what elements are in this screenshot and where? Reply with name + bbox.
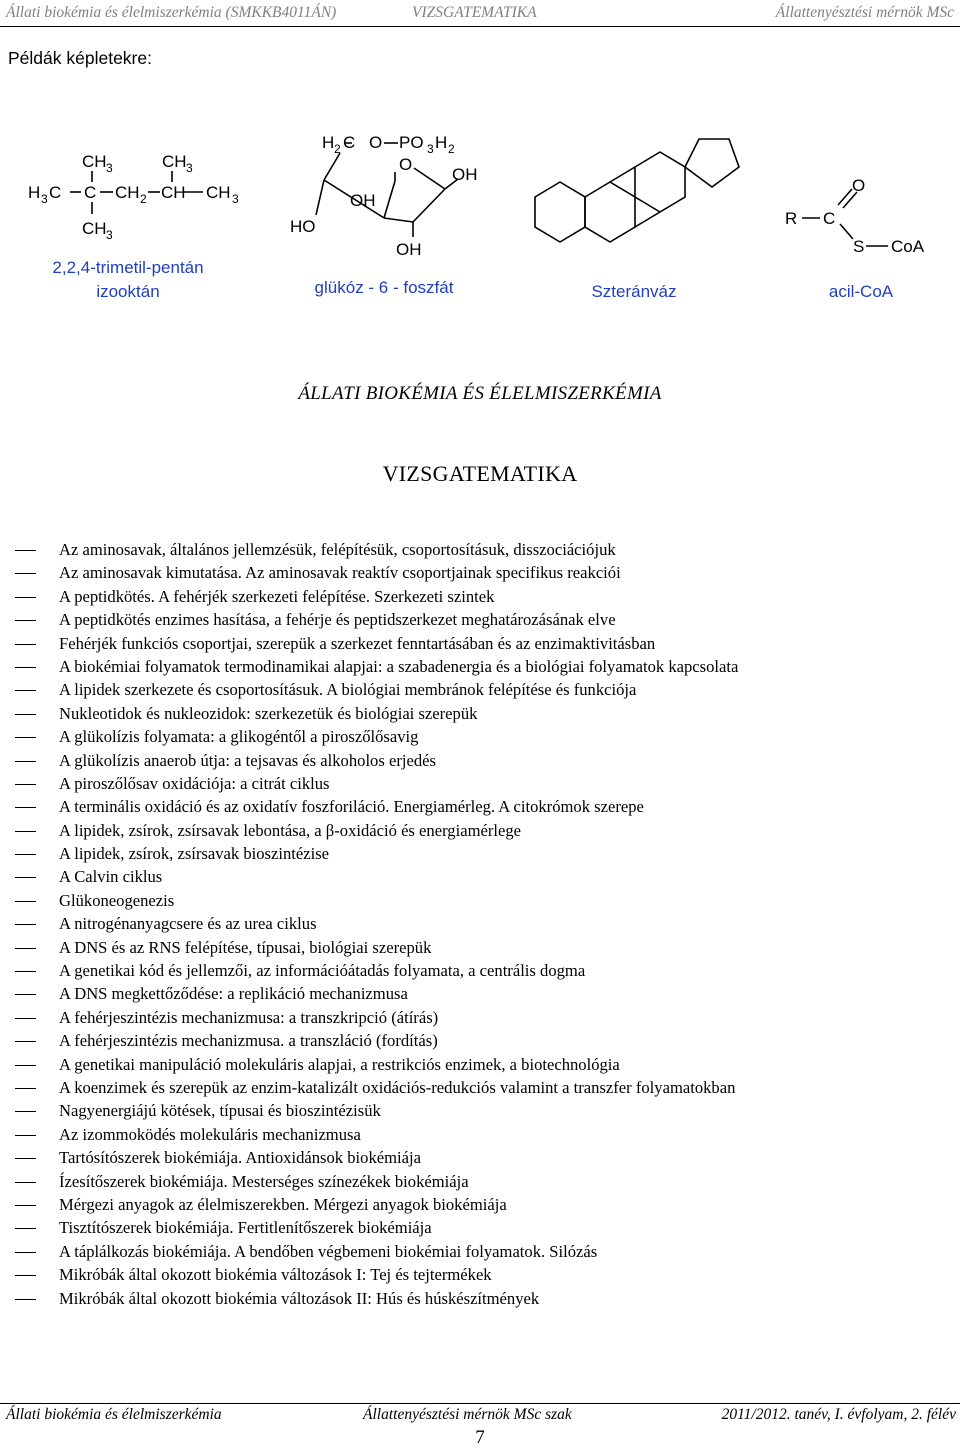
list-item <box>0 538 960 561</box>
dash-bullet <box>15 1252 36 1253</box>
topic-text: A peptidkötés. A fehérjék szerkezeti felépítése. Szerkezeti szintek <box>59 586 495 606</box>
list-item <box>0 936 960 959</box>
footer-right: 2011/2012. tanév, I. évfolyam, 2. félév <box>721 1406 956 1423</box>
page-header <box>0 2 960 24</box>
dash-bullet <box>15 573 36 574</box>
isooctane-atom-h: H <box>28 183 41 202</box>
topic-text: A fehérjeszintézis mechanizmusa. a transzláció (fordítás) <box>59 1031 438 1051</box>
topic-text: A terminális oxidáció és az oxidatív foszforiláció. Energiamérleg. A citokrómok szerepe <box>59 797 644 817</box>
dash-bullet <box>15 714 36 715</box>
dash-bullet <box>15 737 36 738</box>
topic-text: A táplálkozás biokémiája. A bendőben végbemeni biokémiai folyamatok. Silózás <box>59 1241 598 1261</box>
topic-text: Mikróbák által okozott biokémia változások II: Hús és húskészítmények <box>59 1288 540 1308</box>
list-item <box>0 912 960 935</box>
header-title: VIZSGATEMATIKA <box>412 4 537 21</box>
topic-text: A lipidek, zsírok, zsírsavak lebontása, a β-oxidáció és energiamérlege <box>59 820 521 840</box>
topic-text: A DNS megkettőződése: a replikáció mechanizmusa <box>59 984 408 1004</box>
topic-text: A Calvin ciklus <box>59 867 163 887</box>
g6p-atom-oh: OH <box>452 165 478 184</box>
dash-bullet <box>15 1275 36 1276</box>
dash-bullet <box>15 877 36 878</box>
dash-bullet <box>15 1065 36 1066</box>
list-item <box>0 959 960 982</box>
topic-text: A lipidek szerkezete és csoportosításuk. A biológiai membránok felépítése és funkciója <box>59 680 637 700</box>
g6p-atom-oh: OH <box>396 240 422 259</box>
g6p-subscript: 2 <box>334 142 341 156</box>
dash-bullet <box>15 644 36 645</box>
list-item <box>0 585 960 608</box>
exam-topics-list <box>0 538 960 1310</box>
isooctane-subscript: 3 <box>106 161 113 175</box>
footer-left: Állati biokémia és élelmiszerkémia <box>6 1406 222 1423</box>
list-item <box>0 1216 960 1239</box>
topic-text: Tartósítószerek biokémiája. Antioxidánsok biokémiája <box>59 1148 421 1168</box>
g6p-atom-po: PO <box>399 133 424 152</box>
examples-title: Példák képletekre: <box>8 48 152 68</box>
dash-bullet <box>15 1135 36 1136</box>
dash-bullet <box>15 1111 36 1112</box>
footer-rule <box>0 1403 960 1404</box>
g6p-ring-oxygen: O <box>399 155 413 174</box>
list-item <box>0 1287 960 1310</box>
g6p-atom-h2: H <box>435 133 448 152</box>
dash-bullet <box>15 761 36 762</box>
dash-bullet <box>15 690 36 691</box>
steroid-name: Szteránváz <box>591 282 677 301</box>
topic-text: Mérgezi anyagok az élelmiszerekben. Mérgezi anyagok biokémiája <box>59 1194 507 1214</box>
chemical-structures-figure <box>0 115 960 305</box>
topic-text: Tisztítószerek biokémiája. Fertitlenítőszerek biokémiája <box>59 1218 432 1238</box>
topic-text: A DNS és az RNS felépítése, típusai, biológiai szerepük <box>59 937 432 957</box>
document-title: ÁLLATI BIOKÉMIA ÉS ÉLELMISZERKÉMIA <box>298 383 662 404</box>
topic-text: A genetikai manipuláció molekuláris alapjai, a restrikciós enzimek, a biotechnológia <box>59 1054 620 1074</box>
dash-bullet <box>15 854 36 855</box>
isooctane-atom-ch2: CH <box>115 183 140 202</box>
list-item <box>0 889 960 912</box>
g6p-subscript: 2 <box>448 142 455 156</box>
header-course: Állati biokémia és élelmiszerkémia (SMKKB4011ÁN) <box>6 4 337 21</box>
topic-text: A lipidek, zsírok, zsírsavak bioszintézise <box>59 844 330 864</box>
isooctane-atom-ch3-top-left: CH <box>82 152 107 171</box>
g6p-atom-o: O <box>369 133 383 152</box>
list-item <box>0 561 960 584</box>
topic-text: Fehérjék funkciós csoportjai, szerepük a szerkezet fenntartásában és az enzimaktivitásban <box>59 633 656 653</box>
g6p-atom-ho: HO <box>290 217 316 236</box>
isooctane-name: 2,2,4-trimetil-pentán <box>52 258 204 277</box>
dash-bullet <box>15 994 36 995</box>
topic-text: Az izommoködés molekuláris mechanizmusa <box>59 1124 361 1144</box>
topic-text: A glükolízis folyamata: a glikogéntől a piroszőlősavig <box>59 727 419 747</box>
topic-text: A genetikai kód és jellemzői, az információátadás folyamata, a centrális dogma <box>59 961 586 981</box>
list-item <box>0 1170 960 1193</box>
dash-bullet <box>15 1088 36 1089</box>
list-item <box>0 725 960 748</box>
dash-bullet <box>15 1018 36 1019</box>
page-number: 7 <box>475 1427 485 1448</box>
list-item <box>0 795 960 818</box>
list-item <box>0 1006 960 1029</box>
list-item <box>0 982 960 1005</box>
acylcoa-name: acil-CoA <box>828 282 894 301</box>
isooctane-subscript: 3 <box>232 192 239 206</box>
list-item <box>0 632 960 655</box>
topic-text: A nitrogénanyagcsere és az urea ciklus <box>59 914 317 934</box>
isooctane-subscript: 2 <box>140 192 147 206</box>
isooctane-subscript: 3 <box>41 192 48 206</box>
list-item <box>0 819 960 842</box>
list-item <box>0 1029 960 1052</box>
page-footer <box>0 1406 960 1426</box>
topic-text: Nukleotidok és nukleozidok: szerkezetük és biológiai szerepük <box>59 703 478 723</box>
dash-bullet <box>15 971 36 972</box>
dash-bullet <box>15 1182 36 1183</box>
dash-bullet <box>15 924 36 925</box>
isooctane-atom-ch: CH <box>161 183 186 202</box>
g6p-subscript: 3 <box>427 142 434 156</box>
list-item <box>0 1123 960 1146</box>
isooctane-atom-ch3-bottom: CH <box>82 219 107 238</box>
isooctane-subscript: 3 <box>106 228 113 242</box>
topic-text: Nagyenergiájú kötések, típusai és bioszintézisük <box>59 1101 381 1121</box>
isooctane-subscript: 3 <box>186 161 193 175</box>
list-item <box>0 678 960 701</box>
topic-text: A piroszőlősav oxidációja: a citrát ciklus <box>59 773 330 793</box>
topic-text: A peptidkötés enzimes hasítása, a fehérje és peptidszerkezet meghatározásának elve <box>59 610 616 630</box>
dash-bullet <box>15 831 36 832</box>
footer-center: Állattenyésztési mérnök MSc szak <box>363 1406 572 1423</box>
list-item <box>0 1193 960 1216</box>
g6p-name: glükóz - 6 - foszfát <box>314 278 454 297</box>
list-item <box>0 865 960 888</box>
list-item <box>0 1053 960 1076</box>
g6p-atom-oh: OH <box>350 191 376 210</box>
dash-bullet <box>15 667 36 668</box>
topic-text: A glükolízis anaerob útja: a tejsavas és alkoholos erjedés <box>59 750 436 770</box>
topic-text: Az aminosavak, általános jellemzésük, felépítésük, csoportosításuk, disszociációjuk <box>59 540 616 559</box>
list-item <box>0 1146 960 1169</box>
topic-text: Ízesítőszerek biokémiája. Mesterséges színezékek biokémiája <box>59 1171 469 1191</box>
topic-text: A fehérjeszintézis mechanizmusa: a transzkripció (átírás) <box>59 1007 439 1027</box>
acylcoa-atom-s: S <box>853 237 865 256</box>
isooctane-atom-c: C <box>49 183 62 202</box>
dash-bullet <box>15 1041 36 1042</box>
isooctane-atom-ch3-right: CH <box>206 183 231 202</box>
topic-text: A biokémiai folyamatok termodinamikai alapjai: a szabadenergia és a biológiai folyamatok kapcsolata <box>59 656 739 676</box>
topic-text: Az aminosavak kimutatása. Az aminosavak reaktív csoportjainak specifikus reakciói <box>59 563 621 583</box>
dash-bullet <box>15 784 36 785</box>
header-program: Állattenyésztési mérnök MSc <box>775 4 954 21</box>
g6p-atom-c: C <box>343 133 356 152</box>
dash-bullet <box>15 1205 36 1206</box>
list-item <box>0 1240 960 1263</box>
list-item <box>0 1076 960 1099</box>
isooctane-atom-c-quaternary: C <box>84 183 97 202</box>
list-item <box>0 772 960 795</box>
list-item <box>0 749 960 772</box>
topic-text: Glükoneogenezis <box>59 890 175 910</box>
dash-bullet <box>15 901 36 902</box>
topic-text: A koenzimek és szerepük az enzim-katalizált oxidációs-redukciós valamint a transzfer folyamatokban <box>59 1077 736 1097</box>
list-item <box>0 1099 960 1122</box>
acylcoa-atom-coa: CoA <box>891 237 925 256</box>
dash-bullet <box>15 597 36 598</box>
isooctane-atom-ch3-top-right: CH <box>162 152 187 171</box>
isooctane-common-name: izooktán <box>96 282 160 301</box>
dash-bullet <box>15 807 36 808</box>
document-subtitle: VIZSGATEMATIKA <box>382 461 578 486</box>
acylcoa-atom-o: O <box>852 176 866 195</box>
list-item <box>0 702 960 725</box>
acylcoa-atom-r: R <box>785 209 798 228</box>
header-rule <box>0 26 960 27</box>
acylcoa-atom-c: C <box>823 209 836 228</box>
dash-bullet <box>15 948 36 949</box>
topic-text: Mikróbák által okozott biokémia változások I: Tej és tejtermékek <box>59 1265 492 1285</box>
list-item <box>0 1263 960 1286</box>
dash-bullet <box>15 1228 36 1229</box>
list-item <box>0 655 960 678</box>
dash-bullet <box>15 1158 36 1159</box>
list-item <box>0 842 960 865</box>
dash-bullet <box>15 1299 36 1300</box>
dash-bullet <box>15 550 36 551</box>
g6p-atom-h: H <box>322 133 335 152</box>
list-item <box>0 608 960 631</box>
dash-bullet <box>15 620 36 621</box>
